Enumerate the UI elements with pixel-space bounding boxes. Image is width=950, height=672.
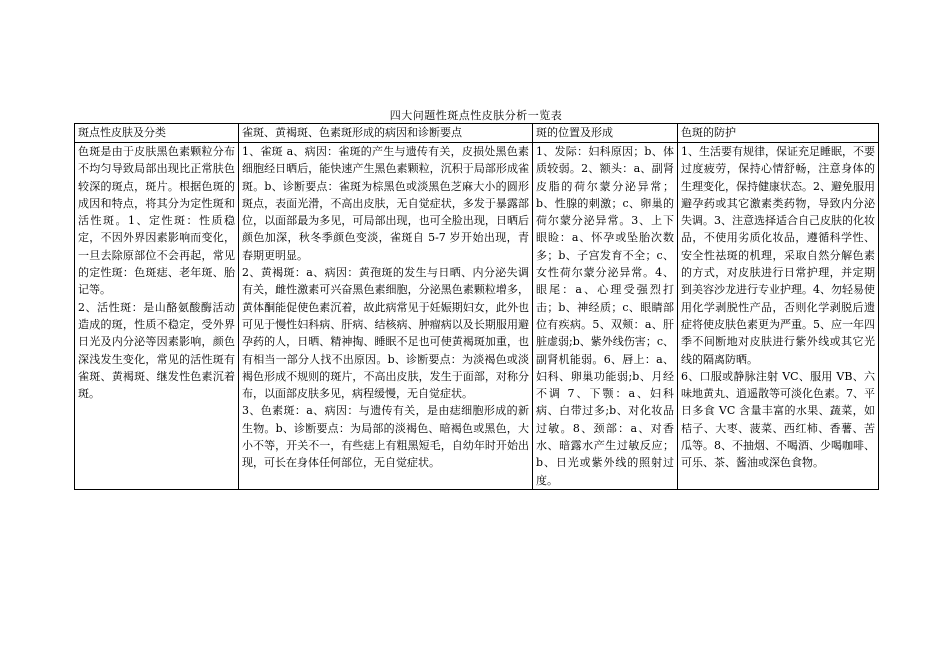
table-row: [75, 143, 879, 490]
classification-paragraph-2: 2、活性斑：是山酪氨酸酶活动造成的斑，性质不稳定，受外界日光及内分泌等因素影响，颜色深浅发生变化，常见的活性斑有雀斑、黄褐斑、继发性色素沉着斑。: [78, 300, 235, 401]
column-header-position: 斑的位置及形成: [533, 124, 678, 143]
document-page: [74, 108, 878, 490]
skin-spot-analysis-table: [74, 123, 879, 490]
column-header-classification: 斑点性皮肤及分类: [75, 124, 239, 143]
causes-pigment-spot: 3、色素斑：a、病因：与遗传有关，是由痣细胞形成的新生物。b、诊断要点：为局部的淡褐色、暗褐色或黑色，大小不等，开关不一，有些痣上有粗黑短毛，自幼年时开始出现，可长在身体任何部位，无自觉症状。: [242, 404, 529, 470]
table-header-row: [75, 124, 879, 143]
position-paragraph: 1、发际：妇科原因；b、体质较弱。2、额头：a、副肾皮脂的荷尔蒙分泌异常；b、性腺的刺激；c、卵巢的荷尔蒙分泌异常。3、上下眼睑：a、怀孕或坠胎次数多；b、子宫发育不全；c、女性荷尔蒙分泌异常。4、眼尾：a、心理受强烈打击；b、神经质；c、眼睛部位有疾病。5、双颊：a、肝脏虚弱;b、紫外线伤害；c、副肾机能弱。6、唇上：a、妇科、卵巢功能弱;b、月经不调 7、下颚：a、妇科病、白带过多;b、对化妆品过敏。8、颈部：a、对香水、暗露水产生过敏反应；b、日光或紫外线的照射过度。: [536, 145, 674, 487]
table-title: 四大问题性斑点性皮肤分析一览表: [389, 109, 563, 122]
cell-causes: [239, 143, 533, 490]
cell-protection: [678, 143, 879, 490]
column-header-protection: 色斑的防护: [678, 124, 879, 143]
protection-paragraph-2: 6、口服或静脉注射 VC、服用 VB、六味地黄丸、逍遥散等可淡化色素。7、平日多食 VC 含量丰富的水果、蔬菜，如桔子、大枣、菠菜、西红柿、香薯、苦瓜等。8、不抽烟、不喝酒、少喝咖啡、可乐、茶、酱油或深色食物。: [681, 369, 875, 470]
protection-paragraph-1: 1、生活要有规律，保证充足睡眠，不要过度疲劳，保持心情舒畅，注意身体的生理变化，保持健康状态。2、避免服用避孕药或其它激素类药物，导致内分泌失调。3、注意选择适合自己皮肤的化妆品，不使用劣质化妆品，遵循科学性、安全性祛斑的机理，采取自然分解色素的方式，对皮肤进行日常护理，并定期到美容沙龙进行专业护理。4、勿轻易使用化学剥脱性产品，否则化学剥脱后遗症将使皮肤色素更为严重。5、应一年四季不间断地对皮肤进行紫外线或其它光线的隔离防晒。: [681, 145, 875, 366]
classification-paragraph-1: 色斑是由于皮肤黑色素颗粒分布不均匀导致局部出现比正常肤色较深的斑点，斑片。根据色斑的成因和特点，将其分为定性斑和活性斑。1、定性斑：性质稳定，不因外界因素影响而变化，一旦去除原部位不会再起，常见的定性斑：色斑痣、老年斑、胎记等。: [78, 145, 235, 297]
causes-chloasma: 2、黄褐斑：a、病因：黄孢斑的发生与日晒、内分泌失调有关，雌性激素可兴奋黑色素细胞，分泌黑色素颗粒增多，黄体酮能促使色素沉着，故此病常见于妊娠期妇女，此外也可见于慢性妇科病、肝病、结核病、肿瘤病以及长期服用避孕药的人，日晒、精神掏、睡眠不足也可使黄褐斑加重，也有相当一部分人找不出原因。b、诊断要点：为淡褐色或淡褐色形成不规则的斑片，不高出皮肤，发生于面部，对称分布，以面部皮肤多见，病程缓慢，无自觉症状。: [242, 266, 529, 401]
causes-freckles: 1、雀斑 a、病因：雀斑的产生与遗传有关，皮损处黑色素细胞经日晒后，能快速产生黑色素颗粒，沉积于局部形成雀斑。b、诊断要点：雀斑为棕黑色或淡黑色芝麻大小的圆形斑点，表面光滑，不高出皮肤，无自觉症状，多发于暴露部位，以面部最为多见，可局部出现，也可全脸出现，日晒后颜色加深，秋冬季颜色变淡，雀斑自 5-7 岁开始出现，青春期更明显。: [242, 145, 529, 262]
column-header-causes: 雀斑、黄褐斑、色素斑形成的病因和诊断要点: [239, 124, 533, 143]
cell-classification: [75, 143, 239, 490]
cell-position: [533, 143, 678, 490]
